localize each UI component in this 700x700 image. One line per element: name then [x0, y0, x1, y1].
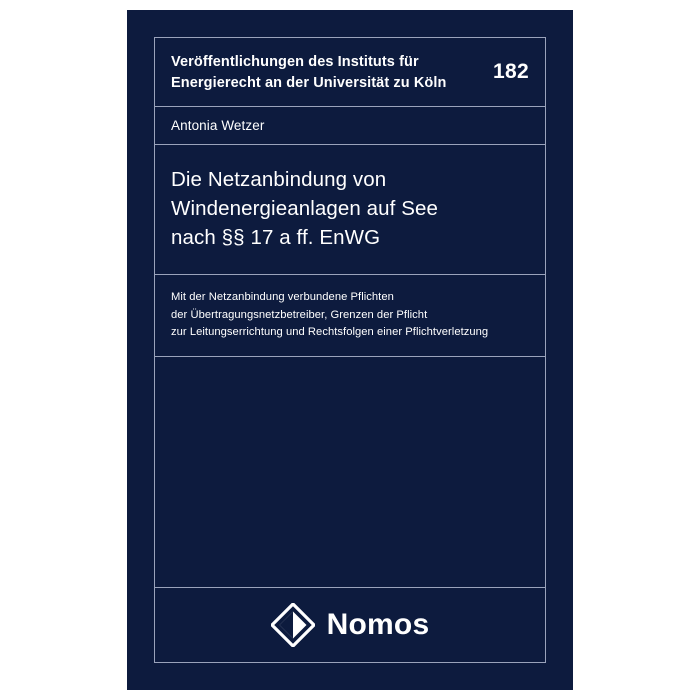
title-line-3: nach §§ 17 a ff. EnWG: [171, 226, 381, 250]
cover-frame: [154, 37, 546, 663]
author-name: Antonia Wetzer: [171, 118, 265, 134]
subtitle-line-2: der Übertragungsnetzbetreiber, Grenzen der Pflicht: [171, 308, 428, 321]
series-band: [155, 38, 545, 107]
nomos-diamond-logo-icon: [271, 603, 315, 647]
cover-blank-area: [155, 357, 545, 588]
title-line-2: Windenergieanlagen auf See: [171, 197, 439, 221]
subtitle-line-3: zur Leitungserrichtung und Rechtsfolgen einer Pflichtverletzung: [171, 325, 489, 338]
publisher-band: [155, 588, 545, 662]
series-number: 182: [493, 60, 529, 84]
book-cover: [127, 10, 573, 690]
series-title-line-2: Energierecht an der Universität zu Köln: [171, 74, 447, 91]
subtitle-band: [155, 275, 545, 356]
author-band: [155, 107, 545, 145]
subtitle-line-1: Mit der Netzanbindung verbundene Pflichten: [171, 291, 394, 304]
title-band: [155, 145, 545, 275]
publisher-name: Nomos: [326, 608, 430, 641]
series-title: [171, 52, 446, 93]
series-title-line-1: Veröffentlichungen des Instituts für: [171, 54, 419, 70]
title-line-1: Die Netzanbindung von: [171, 168, 387, 192]
